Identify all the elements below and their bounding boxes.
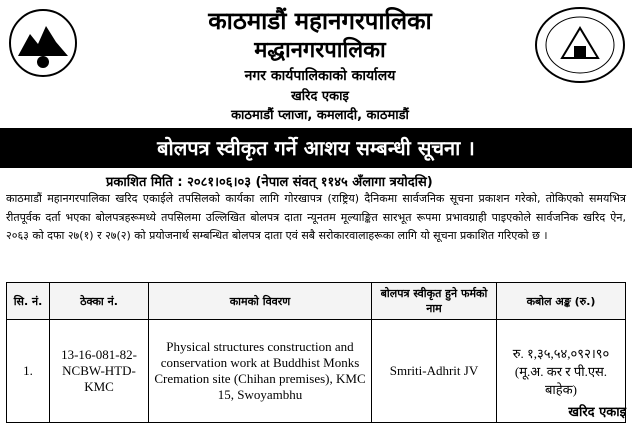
award-table <box>6 282 626 423</box>
amount-note: (मू.अ. कर र पी.एस. बाहेक) <box>514 364 608 397</box>
header-amount: कबोल अङ्क (रु.) <box>497 283 626 320</box>
nepal-emblem-icon <box>8 8 78 78</box>
published-date <box>106 172 433 190</box>
municipality-title: काठमाडौं महानगरपालिका <box>208 7 432 35</box>
published-label: प्रकाशित मिति : <box>106 175 183 190</box>
amount-value: रु. १,३५,५४,०९२।९० <box>512 346 610 361</box>
header-work-description: कामको विवरण <box>149 283 372 320</box>
notice-paragraph: काठमाडौं महानगरपालिका खरिद एकाईले तपसिलको कार्यका लागि गोरखापत्र (राष्ट्रिय) दैनिकमा सार्वजनिक सूचना प्रकाशन गरेको, तोकिएको समयभित्र रीतपूर्वक दर्ता भएका बोलपत्रहरूमध्ये तपसिलमा उल्लिखित बोलपत्र दाता न्यूनतम मूल्याङ्कित सारभूत रूपमा प्रभावग्राही पाइएकोले सार्वजनिक खरिद ऐन, २०६३ को दफा २७(१) र २७(२) को प्रयोजनार्थ सम्बन्धित बोलपत्र दाता एवं सबै सरोकारवालाहरूका लागि यो सूचना प्रकाशित गरिएको छ । <box>6 192 626 242</box>
published-value: २०८१।०६।०३ (नेपाल संवत् ११४५ अँलागा त्रयोदसि) <box>187 175 433 190</box>
address: काठमाडौं प्लाजा, कमलादी, काठमाडौं <box>231 108 409 123</box>
cell-work-description: Physical structures construction and conservation work at Buddhist Monks Cremation site (Chihan premises), KMC 15, Swoyambhu <box>149 320 372 423</box>
footer-signature: खरिद एकाइ <box>568 405 626 420</box>
notice-header <box>0 0 632 126</box>
header-sn: सि. नं. <box>7 283 50 320</box>
table-header-row <box>7 283 626 320</box>
table-row <box>7 320 626 423</box>
notice-banner: बोलपत्र स्वीकृत गर्ने आशय सम्बन्धी सूचना । <box>0 128 632 168</box>
municipality-subtitle: मद्धानगरपालिका <box>254 38 386 63</box>
kmc-seal-icon <box>534 6 626 84</box>
header-bidder: बोलपत्र स्वीकृत हुने फर्मको नाम <box>372 283 497 320</box>
cell-sn: 1. <box>7 320 50 423</box>
header-contract-no: ठेक्का नं. <box>50 283 149 320</box>
office-name: नगर कार्यपालिकाको कार्यालय <box>244 68 396 84</box>
cell-bidder: Smriti-Adhrit JV <box>372 320 497 423</box>
unit-name: खरिद एकाइ <box>291 89 349 104</box>
cell-contract-no: 13-16-081-82-NCBW-HTD-KMC <box>50 320 149 423</box>
